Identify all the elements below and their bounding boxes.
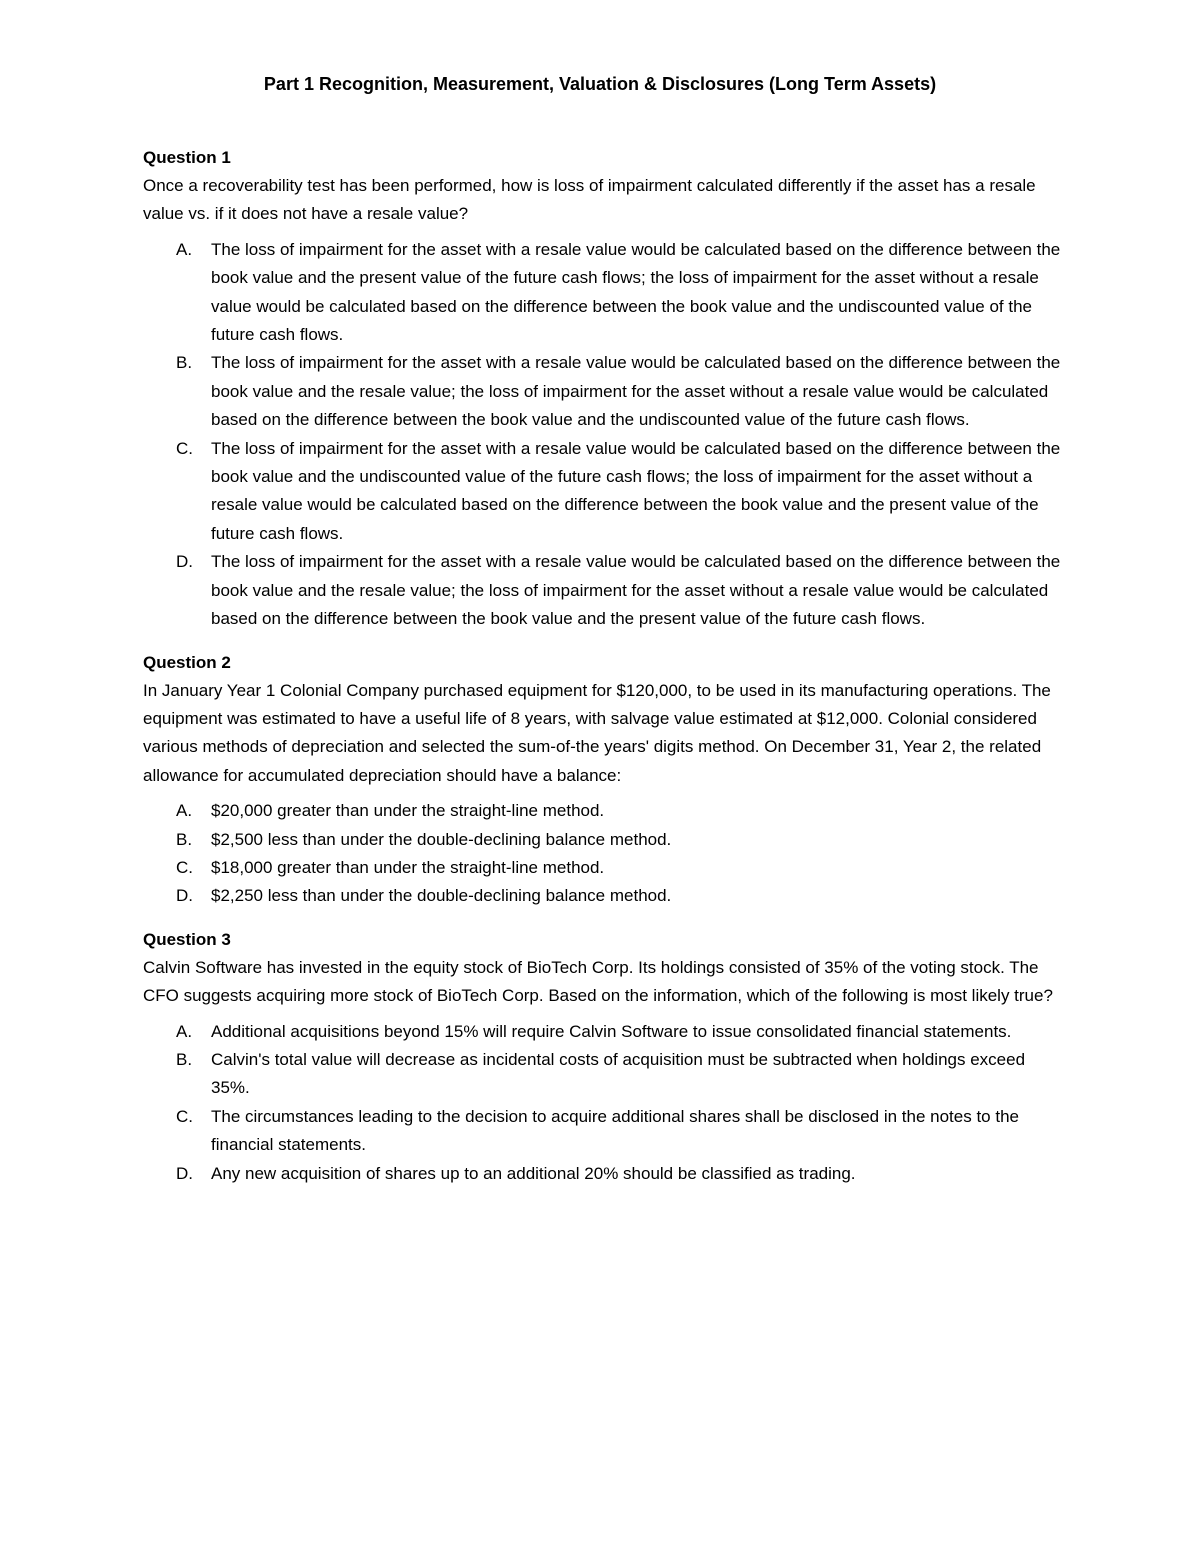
- option-text: The loss of impairment for the asset with a resale value would be calculated based on the difference between the book value and the undiscounted value of the future cash flows; the loss of impairment for the asset without a resale value would be calculated based on the difference between the book value and the present value of the future cash flows.: [211, 438, 1061, 543]
- option-letter: B.: [176, 353, 193, 373]
- answer-option-c: [143, 1103, 1080, 1160]
- option-text: The circumstances leading to the decision to acquire additional shares shall be disclosed in the notes to the financial statements.: [211, 1106, 1019, 1155]
- answer-option-b: [143, 826, 1080, 854]
- option-letter: D.: [176, 552, 193, 572]
- answer-options: [143, 236, 1080, 634]
- option-text: Additional acquisitions beyond 15% will require Calvin Software to issue consolidated financial statements.: [211, 1021, 1012, 1041]
- question-stem: Calvin Software has invested in the equity stock of BioTech Corp. Its holdings consisted of 35% of the voting stock. The CFO suggests acquiring more stock of BioTech Corp. Based on the information, which of the following is most likely true?: [143, 957, 1053, 1006]
- question-heading: Question 1: [143, 148, 231, 167]
- question-3: [143, 926, 1080, 1188]
- question-heading: Question 2: [143, 652, 231, 672]
- answer-option-b: [143, 349, 1080, 434]
- question-2: [143, 649, 1080, 911]
- question-1: [143, 144, 1080, 634]
- question-stem: Once a recoverability test has been performed, how is loss of impairment calculated differently if the asset has a resale value vs. if it does not have a resale value?: [143, 176, 1036, 224]
- answer-option-a: [143, 1018, 1080, 1046]
- question-stem: In January Year 1 Colonial Company purchased equipment for $120,000, to be used in its manufacturing operations. The equipment was estimated to have a useful life of 8 years, with salvage value estimated at $12,000. Colonial considered various methods of depreciation and selected the sum-of-the years' digits method. On December 31, Year 2, the related allowance for accumulated depreciation should have a balance:: [143, 680, 1051, 785]
- answer-options: [143, 797, 1080, 911]
- answer-option-b: [143, 1046, 1080, 1103]
- question-heading: Question 3: [143, 929, 231, 949]
- option-text: The loss of impairment for the asset with a resale value would be calculated based on the difference between the book value and the resale value; the loss of impairment for the asset without a resale value would be calculated based on the difference between the book value and the present value of the future cash flows.: [211, 552, 1061, 629]
- option-letter: D.: [176, 1163, 193, 1183]
- answer-option-d: [143, 882, 1080, 910]
- option-text: $18,000 greater than under the straight-line method.: [211, 857, 605, 877]
- option-letter: C.: [176, 857, 193, 877]
- answer-option-d: [143, 1160, 1080, 1188]
- option-letter: B.: [176, 829, 193, 849]
- answer-option-a: [143, 797, 1080, 825]
- option-text: $2,500 less than under the double-declining balance method.: [211, 829, 672, 849]
- answer-options: [143, 1018, 1080, 1188]
- option-text: The loss of impairment for the asset with a resale value would be calculated based on the difference between the book value and the resale value; the loss of impairment for the asset without a resale value would be calculated based on the difference between the book value and the undiscounted value of the future cash flows.: [211, 353, 1061, 430]
- option-letter: C.: [176, 1106, 193, 1126]
- option-letter: B.: [176, 1049, 193, 1069]
- option-text: $2,250 less than under the double-declining balance method.: [211, 886, 672, 906]
- option-text: Any new acquisition of shares up to an additional 20% should be classified as trading.: [211, 1163, 856, 1183]
- option-letter: A.: [176, 1021, 193, 1041]
- answer-option-d: [143, 548, 1080, 633]
- option-letter: A.: [176, 239, 193, 259]
- answer-option-c: [143, 435, 1080, 549]
- document-title: Part 1 Recognition, Measurement, Valuation & Disclosures (Long Term Assets): [263, 74, 937, 94]
- option-text: $20,000 greater than under the straight-line method.: [211, 801, 605, 821]
- answer-option-c: [143, 854, 1080, 882]
- answer-option-a: [143, 236, 1080, 350]
- option-text: The loss of impairment for the asset with a resale value would be calculated based on the difference between the book value and the present value of the future cash flows; the loss of impairment for the asset without a resale value would be calculated based on the difference between the book value and the undiscounted value of the future cash flows.: [211, 239, 1061, 345]
- option-text: Calvin's total value will decrease as incidental costs of acquisition must be subtracted when holdings exceed 35%.: [211, 1049, 1026, 1098]
- option-letter: D.: [176, 886, 193, 906]
- option-letter: C.: [176, 438, 193, 458]
- option-letter: A.: [176, 801, 193, 821]
